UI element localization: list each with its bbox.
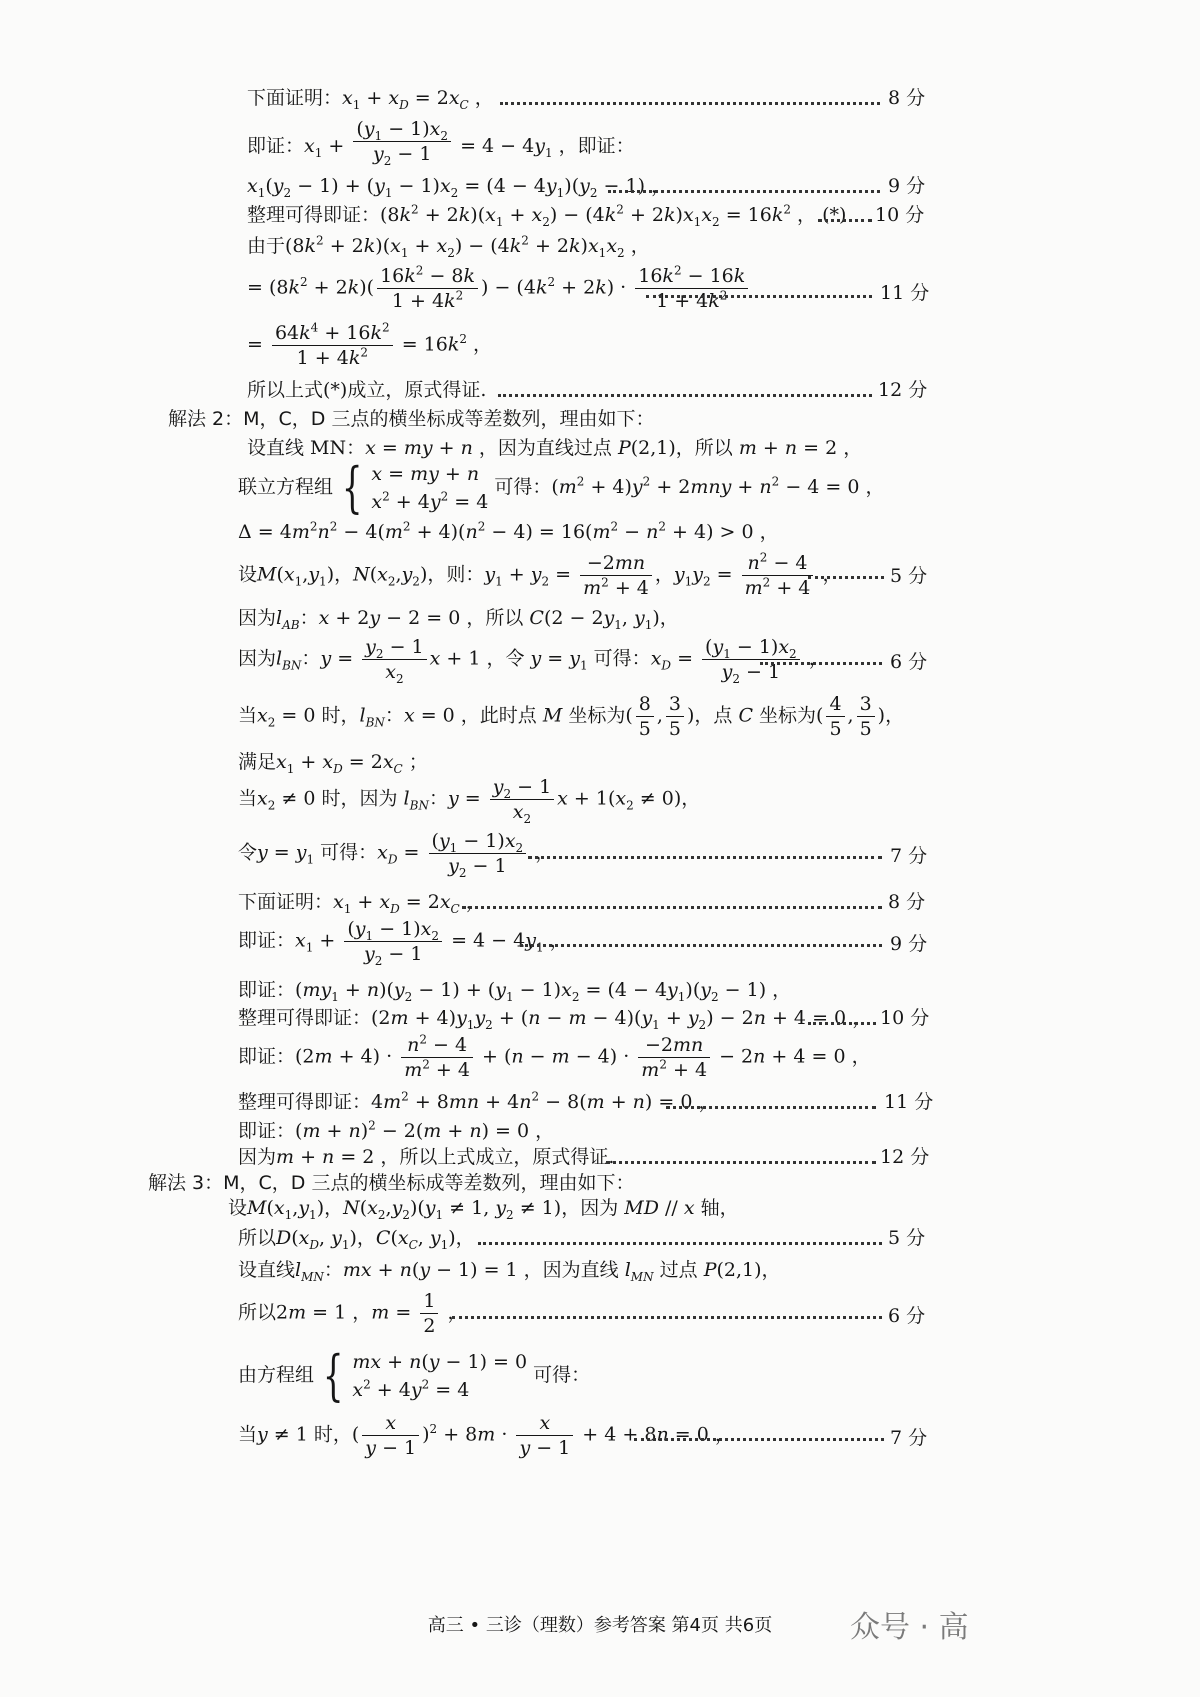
proof-statement: 因为$l_{AB}$：x + 2y − 2 = 0 ，所以 $C(2 - 2y_1$, $y_1$)，: [238, 607, 679, 632]
line-18: [0, 830, 1200, 882]
score: 6 分: [890, 651, 928, 673]
score: 9 分: [888, 175, 926, 197]
proof-statement: 所以上式(*)成立，原式得证.: [247, 379, 487, 401]
score: 9 分: [890, 933, 928, 955]
proof-statement: 即证：$(my_1 + n)(y_2 - 1) + (y_1 - 1)x_2 = (4 - 4y_1)(y_2 - 1)$ ，: [238, 979, 792, 1004]
score: 8 分: [888, 891, 926, 913]
method-heading: 解法 3：M，C，D 三点的横坐标成等差数列，理由如下：: [148, 1172, 635, 1194]
line-20: [0, 918, 1200, 970]
proof-statement: 设直线$l_{MN}$：mx + n(y − 1) = 1 ，因为直线 $l_{MN}$ 过点 P(2,1)，: [238, 1259, 781, 1284]
line-12: [0, 552, 1200, 604]
proof-statement: 整理可得即证：$(2m + 4)y_1y_2 + (n - m - 4)(y_1 + y_2) - 2n + 4 = 0$ ，: [238, 1007, 872, 1032]
line-33: [0, 1412, 1200, 1466]
line-10: [0, 456, 1200, 519]
proof-statement: 当$x_2 = 0$ 时，$l_{BN}$：x = 0 ，此时点 M 坐标为( $\frac{8}{5}$ , $\frac{3}{5}$ )，点 C 坐标为( $\frac{4}{5}$ , $\frac{3}{5}$ )，: [238, 693, 905, 740]
line-14: [0, 636, 1200, 688]
proof-statement: = $(8k^2 + 2k)$( $\frac{16k^2 - 8k}{1 + 4k^2}$ ) − $(4k^2 + 2k)$ · $\frac{16k^2 - 16k}{1 + 4k^2}$: [247, 265, 751, 312]
proof-statement: 因为$l_{BN}$：y = $\frac{y_2 - 1}{x_2}$ x + 1 ，令 $y = y_1$ 可得：$x_D$ = $\frac{(y_1 - 1)x_2}{y_2 - 1}$ ，: [238, 636, 828, 686]
proof-statement: 当y ≠ 1 时，( $\frac{x}{y - 1}$ )$^2$ + 8m · $\frac{x}{y - 1}$ + 4 + 8n = 0 ，: [238, 1412, 734, 1459]
proof-statement: 即证：$x_1$ + $\frac{(y_1 - 1)x_2}{y_2 - 1}$ = $4 - 4y_1$ ，即证：: [247, 118, 635, 168]
score: 6 分: [888, 1305, 926, 1327]
proof-statement: 下面证明：$x_1 + x_D = 2x_C$ ，: [247, 87, 494, 112]
score: 12 分: [878, 379, 928, 401]
page-footer: 高三 • 三诊（理数）参考答案 第4页 共6页: [427, 1615, 773, 1636]
line-23: [0, 1034, 1200, 1088]
proof-statement: 整理可得即证：$(8k^2 + 2k)(x_1 + x_2) - (4k^2 + 2k)x_1x_2 = 16k^2$ ， (*): [247, 202, 847, 229]
method-heading: 解法 2：M，C，D 三点的横坐标成等差数列，理由如下：: [168, 408, 655, 430]
line-15: [0, 693, 1200, 743]
line-32: [0, 1344, 1200, 1408]
score: 7 分: [890, 845, 928, 867]
proof-statement: 整理可得即证：$4m^2 + 8mn + 4n^2 - 8(m + n) = 0$ ，: [238, 1089, 718, 1113]
proof-statement: 所以$D(x_D$, $y_1$)，$C(x_C$, $y_1$)，: [238, 1227, 475, 1252]
proof-statement: 满足$x_1 + x_D = 2x_C$ ；: [238, 751, 428, 776]
proof-statement: 即证：$x_1$ + $\frac{(y_1 - 1)x_2}{y_2 - 1}$ = $4 - 4y_1$ ，: [238, 918, 569, 968]
score: 10 分: [875, 204, 925, 226]
score: 11 分: [884, 1091, 934, 1113]
score: 5 分: [888, 1227, 926, 1249]
score: 5 分: [890, 565, 928, 587]
proof-statement: 由于$(8k^2 + 2k)(x_1 + x_2) - (4k^2 + 2k)x_1x_2$ ，: [247, 233, 650, 260]
proof-statement: $\Delta = 4m^2n^2 - 4(m^2 + 4)(n^2 - 4) = 16(m^2 - n^2 + 4) > 0$ ，: [238, 519, 779, 543]
proof-statement: 因为m + n = 2 ，所以上式成立，原式得证.: [238, 1146, 615, 1168]
proof-statement: 设直线 MN：x = my + n ，因为直线过点 P(2,1)，所以 m + n = 2 ，: [247, 437, 863, 459]
proof-statement: 即证：(2m + 4) · $\frac{n^2 - 4}{m^2 + 4}$ + (n − m − 4) · $\frac{-2mn}{m^2 + 4}$ − 2n + 4 = 0 ，: [238, 1032, 871, 1081]
watermark: 众号 · 高: [850, 1610, 969, 1645]
proof-statement: 当$x_2 \ne 0$ 时，因为 $l_{BN}$：y = $\frac{y_2 - 1}{x_2}$ $x + 1(x_2 \ne 0)$，: [238, 776, 701, 826]
score: 11 分: [880, 282, 930, 304]
proof-statement: = $\frac{64k^4 + 16k^2}{1 + 4k^2}$ = $16k^2$ ，: [247, 320, 493, 369]
proof-statement: 所以2m = 1 ，m = $\frac{1}{2}$ ，: [238, 1290, 467, 1337]
proof-statement: 令$y = y_1$ 可得：$x_D$ = $\frac{(y_1 - 1)x_2}{y_2 - 1}$ ，: [238, 830, 555, 880]
line-6: [0, 322, 1200, 374]
proof-statement: 设$M(x_1,y_1)$，$N(x_2,y_2)(y_1 \ne 1$, $y_2 \ne 1$)，因为 MD // x 轴，: [228, 1197, 739, 1222]
proof-statement: 设$M(x_1,y_1)$，$N(x_2,y_2)$，则：$y_1 + y_2$ = $\frac{-2mn}{m^2 + 4}$ ，$y_1y_2$ = $\frac{n^2 - 4}{m^2 + 4}$ ，: [238, 550, 842, 599]
proof-statement: $x_1(y_2 - 1) + (y_1 - 1)x_2 = (4 - 4y_1)(y_2 - 1)$ ，: [247, 175, 671, 200]
score: 12 分: [880, 1146, 930, 1168]
score: 10 分: [880, 1007, 930, 1029]
line-17: [0, 776, 1200, 828]
line-31: [0, 1290, 1200, 1344]
score: 8 分: [888, 87, 926, 109]
line-5: [0, 265, 1200, 319]
proof-statement: 下面证明：$x_1 + x_D = 2x_C$ ，: [238, 891, 485, 916]
score: 7 分: [890, 1427, 928, 1449]
proof-statement: 联立方程组 { x = my + n $x^2 + 4y^2 = 4$ 可得：$(m^2 + 4)y^2 + 2mny + n^2 - 4 = 0$ ，: [238, 456, 885, 519]
line-1: [0, 118, 1200, 174]
proof-statement: 即证：$(m + n)^2 - 2(m + n) = 0$ ，: [238, 1118, 555, 1142]
proof-statement: 由方程组 { mx + n(y − 1) = 0 $x^2 + 4y^2 = 4$ 可得：: [238, 1344, 591, 1407]
